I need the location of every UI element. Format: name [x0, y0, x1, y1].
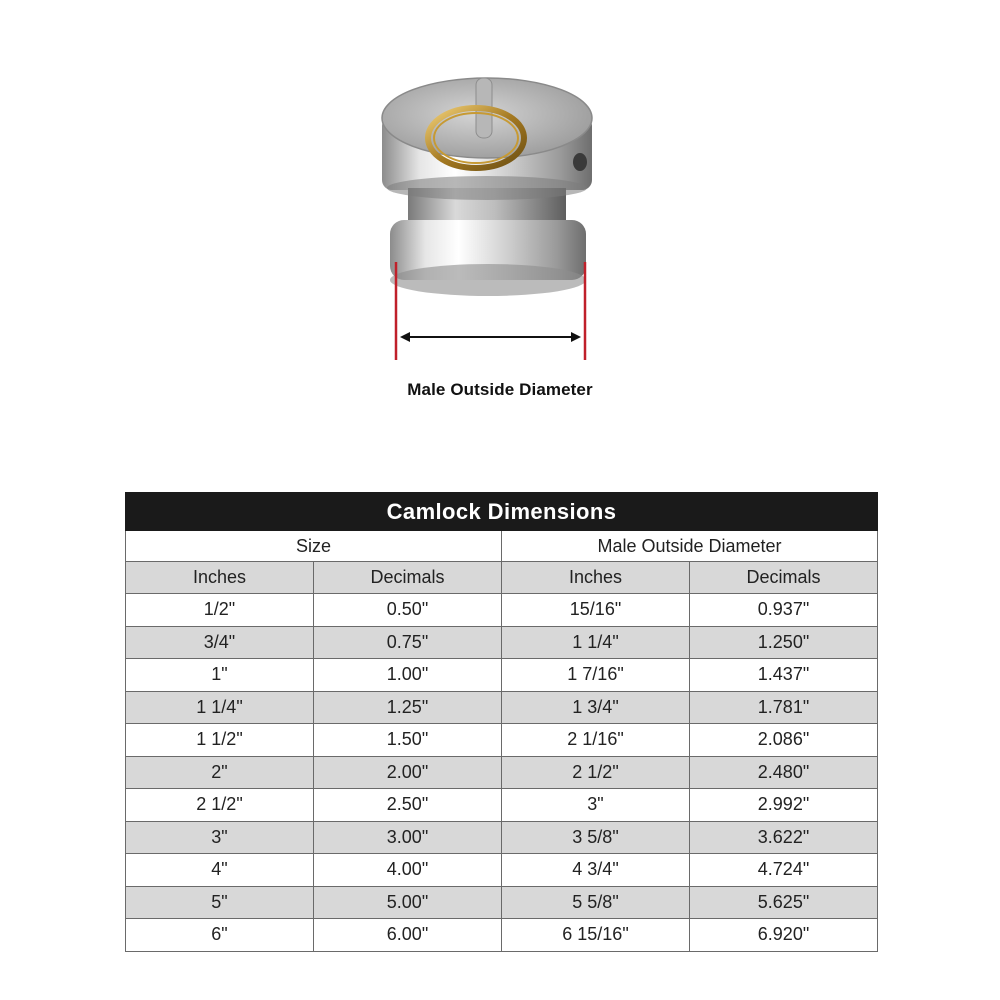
cell-od-inches: 5 5/8" — [502, 886, 690, 919]
cell-od-decimals: 4.724" — [690, 854, 878, 887]
table-row — [126, 724, 878, 757]
column-header-od-inches: Inches — [502, 562, 690, 594]
cell-size-decimals: 1.25" — [314, 691, 502, 724]
cell-size-inches: 1 1/4" — [126, 691, 314, 724]
table-row — [126, 789, 878, 822]
cell-od-decimals: 1.250" — [690, 626, 878, 659]
cell-od-inches: 1 1/4" — [502, 626, 690, 659]
table-row — [126, 919, 878, 952]
cell-od-inches: 1 7/16" — [502, 659, 690, 692]
camlock-dimensions-table — [125, 492, 878, 952]
table-title: Camlock Dimensions — [126, 493, 878, 531]
cell-od-inches: 15/16" — [502, 594, 690, 627]
column-header-size-inches: Inches — [126, 562, 314, 594]
cell-size-decimals: 1.50" — [314, 724, 502, 757]
cell-od-inches: 1 3/4" — [502, 691, 690, 724]
cell-od-decimals: 2.480" — [690, 756, 878, 789]
cell-od-decimals: 5.625" — [690, 886, 878, 919]
dimensions-table-container — [125, 492, 878, 952]
cell-size-inches: 3/4" — [126, 626, 314, 659]
camlock-product-figure — [370, 60, 630, 380]
cell-size-decimals: 0.75" — [314, 626, 502, 659]
cell-size-inches: 6" — [126, 919, 314, 952]
plug-side-notch — [573, 153, 587, 171]
cell-size-inches: 1 1/2" — [126, 724, 314, 757]
cell-size-decimals: 1.00" — [314, 659, 502, 692]
cell-size-inches: 2" — [126, 756, 314, 789]
cell-od-decimals: 2.992" — [690, 789, 878, 822]
cell-od-decimals: 6.920" — [690, 919, 878, 952]
cell-od-inches: 2 1/16" — [502, 724, 690, 757]
group-header-male-od: Male Outside Diameter — [502, 531, 878, 562]
cell-od-decimals: 1.781" — [690, 691, 878, 724]
table-row — [126, 594, 878, 627]
cell-od-inches: 3 5/8" — [502, 821, 690, 854]
figure-caption: Male Outside Diameter — [407, 380, 593, 399]
cell-size-inches: 3" — [126, 821, 314, 854]
camlock-plug-image — [370, 60, 630, 380]
group-header-size: Size — [126, 531, 502, 562]
table-row — [126, 854, 878, 887]
cell-od-decimals: 2.086" — [690, 724, 878, 757]
cell-size-inches: 1" — [126, 659, 314, 692]
cell-size-decimals: 6.00" — [314, 919, 502, 952]
cell-size-decimals: 4.00" — [314, 854, 502, 887]
table-row — [126, 626, 878, 659]
cell-od-decimals: 3.622" — [690, 821, 878, 854]
cell-size-inches: 4" — [126, 854, 314, 887]
cell-size-inches: 5" — [126, 886, 314, 919]
cell-size-inches: 2 1/2" — [126, 789, 314, 822]
table-row — [126, 691, 878, 724]
cell-od-decimals: 1.437" — [690, 659, 878, 692]
cell-od-inches: 4 3/4" — [502, 854, 690, 887]
column-header-size-decimals: Decimals — [314, 562, 502, 594]
cell-size-decimals: 2.50" — [314, 789, 502, 822]
cell-od-inches: 2 1/2" — [502, 756, 690, 789]
cell-od-inches: 3" — [502, 789, 690, 822]
cell-size-inches: 1/2" — [126, 594, 314, 627]
table-body — [126, 594, 878, 952]
cell-od-decimals: 0.937" — [690, 594, 878, 627]
cell-size-decimals: 0.50" — [314, 594, 502, 627]
cell-size-decimals: 3.00" — [314, 821, 502, 854]
cell-size-decimals: 2.00" — [314, 756, 502, 789]
table-row — [126, 659, 878, 692]
table-row — [126, 886, 878, 919]
table-row — [126, 821, 878, 854]
cell-size-decimals: 5.00" — [314, 886, 502, 919]
table-row — [126, 756, 878, 789]
column-header-od-decimals: Decimals — [690, 562, 878, 594]
cell-od-inches: 6 15/16" — [502, 919, 690, 952]
